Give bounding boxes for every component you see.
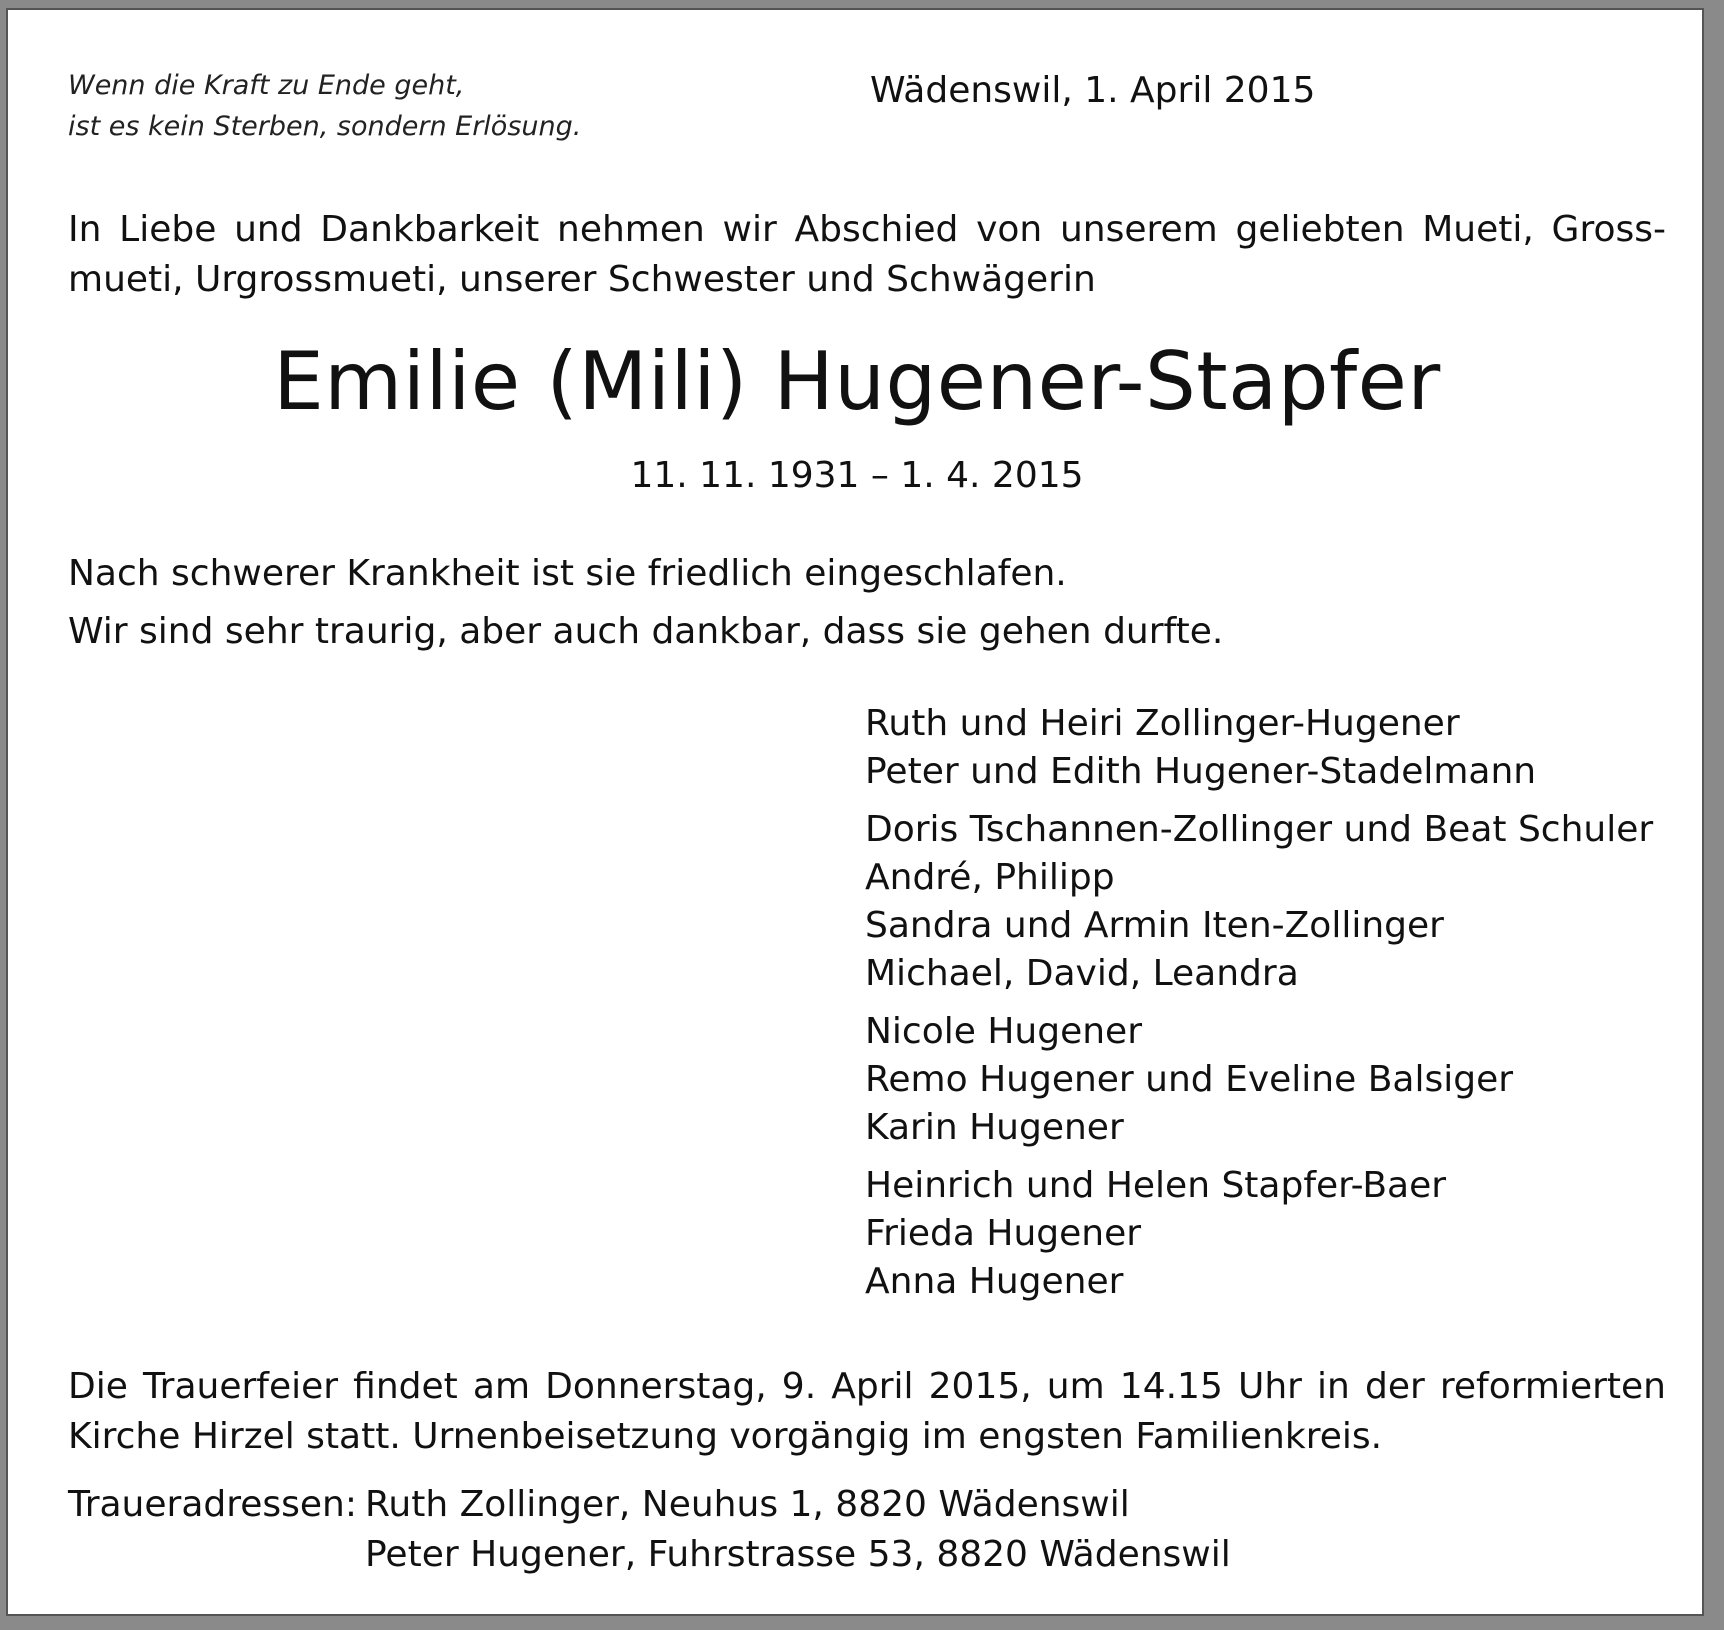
place-date: Wädenswil, 1. April 2015 bbox=[870, 70, 1316, 111]
motto-quote bbox=[68, 65, 581, 147]
mourner-line: Heinrich und Helen Stapfer-Baer bbox=[865, 1165, 1447, 1206]
mourners-list bbox=[865, 700, 1653, 1316]
motto-line: Wenn die Kraft zu Ende geht, bbox=[68, 70, 465, 101]
mourner-line: Frieda Hugener bbox=[865, 1213, 1142, 1254]
mourner-line: Karin Hugener bbox=[865, 1107, 1124, 1148]
mourner-group bbox=[865, 806, 1653, 998]
service-info bbox=[68, 1362, 1666, 1462]
address-lines bbox=[365, 1480, 1231, 1580]
service-line: Die Trauerfeier findet am Donnerstag, 9. April 2015, um 14.15 Uhr in der reformierten bbox=[68, 1366, 1666, 1407]
farewell-paragraph bbox=[68, 545, 1223, 661]
mourner-group bbox=[865, 1008, 1653, 1152]
paragraph-line: Nach schwerer Krankheit ist sie friedlich eingeschlafen. bbox=[68, 553, 1067, 594]
motto-line: ist es kein Sterben, sondern Erlösung. bbox=[68, 111, 582, 142]
address-line: Ruth Zollinger, Neuhus 1, 8820 Wädenswil bbox=[365, 1484, 1130, 1525]
intro-line: mueti, Urgrossmueti, unserer Schwester und Schwägerin bbox=[68, 259, 1096, 300]
intro-text bbox=[68, 205, 1666, 305]
mourner-line: André, Philipp bbox=[865, 857, 1115, 898]
addresses-label: Traueradressen: bbox=[68, 1484, 358, 1525]
deceased-name: Emilie (Mili) Hugener-Stapfer bbox=[273, 335, 1441, 428]
mourner-group bbox=[865, 700, 1653, 796]
mourner-line: Remo Hugener und Eveline Balsiger bbox=[865, 1059, 1514, 1100]
service-line: Kirche Hirzel statt. Urnenbeisetzung vorgängig im engsten Familienkreis. bbox=[68, 1416, 1383, 1457]
life-dates: 11. 11. 1931 – 1. 4. 2015 bbox=[630, 455, 1084, 496]
mourner-line: Ruth und Heiri Zollinger-Hugener bbox=[865, 703, 1460, 744]
mourner-line: Sandra und Armin Iten-Zollinger bbox=[865, 905, 1444, 946]
obituary-notice bbox=[6, 8, 1704, 1616]
mourner-line: Peter und Edith Hugener-Stadelmann bbox=[865, 751, 1537, 792]
mourner-line: Anna Hugener bbox=[865, 1261, 1124, 1302]
mourner-group bbox=[865, 1162, 1653, 1306]
mourner-line: Nicole Hugener bbox=[865, 1011, 1142, 1052]
mourner-line: Michael, David, Leandra bbox=[865, 953, 1299, 994]
intro-line: In Liebe und Dankbarkeit nehmen wir Abschied von unserem geliebten Mueti, Gross- bbox=[68, 209, 1666, 250]
address-line: Peter Hugener, Fuhrstrasse 53, 8820 Wädenswil bbox=[365, 1534, 1231, 1575]
paragraph-line: Wir sind sehr traurig, aber auch dankbar, dass sie gehen durfte. bbox=[68, 611, 1224, 652]
mourner-line: Doris Tschannen-Zollinger und Beat Schuler bbox=[865, 809, 1654, 850]
